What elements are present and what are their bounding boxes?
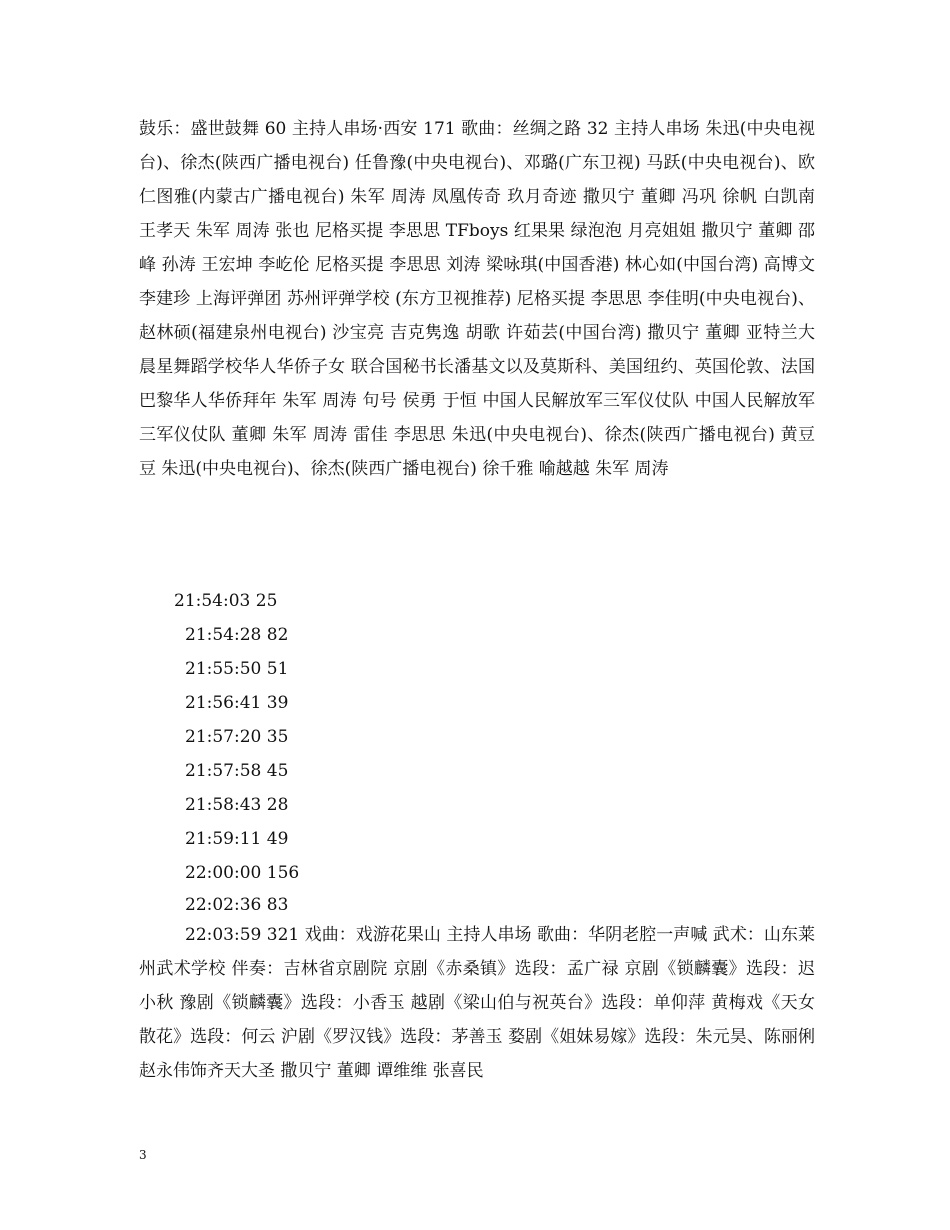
body-paragraph: 22:03:59 321 戏曲：戏游花果山 主持人串场 歌曲：华阴老腔一声喊 武术：山东莱州武术学校 伴奏：吉林省京剧院 京剧《赤桑镇》选段：孟广禄 京剧《锁麟囊》选段：迟小秋 豫剧《锁麟囊》选段：小香玉 越剧《梁山伯与祝英台》选段：单仰萍 黄梅戏《天女散花》选段：何云 沪剧《罗汉钱》选段：茅善玉 婺剧《姐妹易嫁》选段：朱元昊、陈丽俐 赵永伟饰齐天大圣 撒贝宁 董卿 谭维维 张喜民 (139, 925, 815, 1081)
time-entry: 21:56:41 39 (185, 693, 289, 713)
time-entry: 21:54:03 25 (174, 591, 278, 611)
time-entry: 21:58:43 28 (185, 795, 289, 815)
time-entry: 22:02:36 83 (185, 895, 289, 915)
time-entry: 22:00:00 156 (185, 863, 300, 883)
time-entry: 21:57:20 35 (185, 727, 289, 747)
time-entry: 21:54:28 82 (185, 625, 289, 645)
time-entry: 21:55:50 51 (185, 659, 289, 679)
body-paragraph: 鼓乐：盛世鼓舞 60 主持人串场·西安 171 歌曲：丝绸之路 32 主持人串场 朱迅(中央电视台)、徐杰(陕西广播电视台) 任鲁豫(中央电视台)、邓璐(广东卫视) 马跃(中央电视台)、欧仁图雅(内蒙古广播电视台) 朱军 周涛 凤凰传奇 玖月奇迹 撒贝宁 董卿 冯巩 徐帆 白凯南 王孝天 朱军 周涛 张也 尼格买提 李思思 TFboys 红果果 绿泡泡 月亮姐姐 撒贝宁 董卿 邵峰 孙涛 王宏坤 李屹伦 尼格买提 李思思 刘涛 梁咏琪(中国香港) 林心如(中国台湾) 高博文 李建珍 上海评弹团 苏州评弹学校 (东方卫视推荐) 尼格买提 李思思 李佳明(中央电视台)、赵林硕(福建泉州电视台) 沙宝亮 吉克隽逸 胡歌 许茹芸(中国台湾) 撒贝宁 董卿 亚特兰大晨星舞蹈学校华人华侨子女 联合国秘书长潘基文以及莫斯科、美国纽约、英国伦敦、法国巴黎华人华侨拜年 朱军 周涛 句号 侯勇 于恒 中国人民解放军三军仪仗队 中国人民解放军三军仪仗队 董卿 朱军 周涛 雷佳 李思思 朱迅(中央电视台)、徐杰(陕西广播电视台) 黄豆豆 朱迅(中央电视台)、徐杰(陕西广播电视台) 徐千雅 喻越越 朱军 周涛 (139, 119, 815, 479)
page-number: 3 (139, 1148, 147, 1162)
time-entry: 21:57:58 45 (185, 761, 289, 781)
time-entry: 21:59:11 49 (185, 829, 289, 849)
